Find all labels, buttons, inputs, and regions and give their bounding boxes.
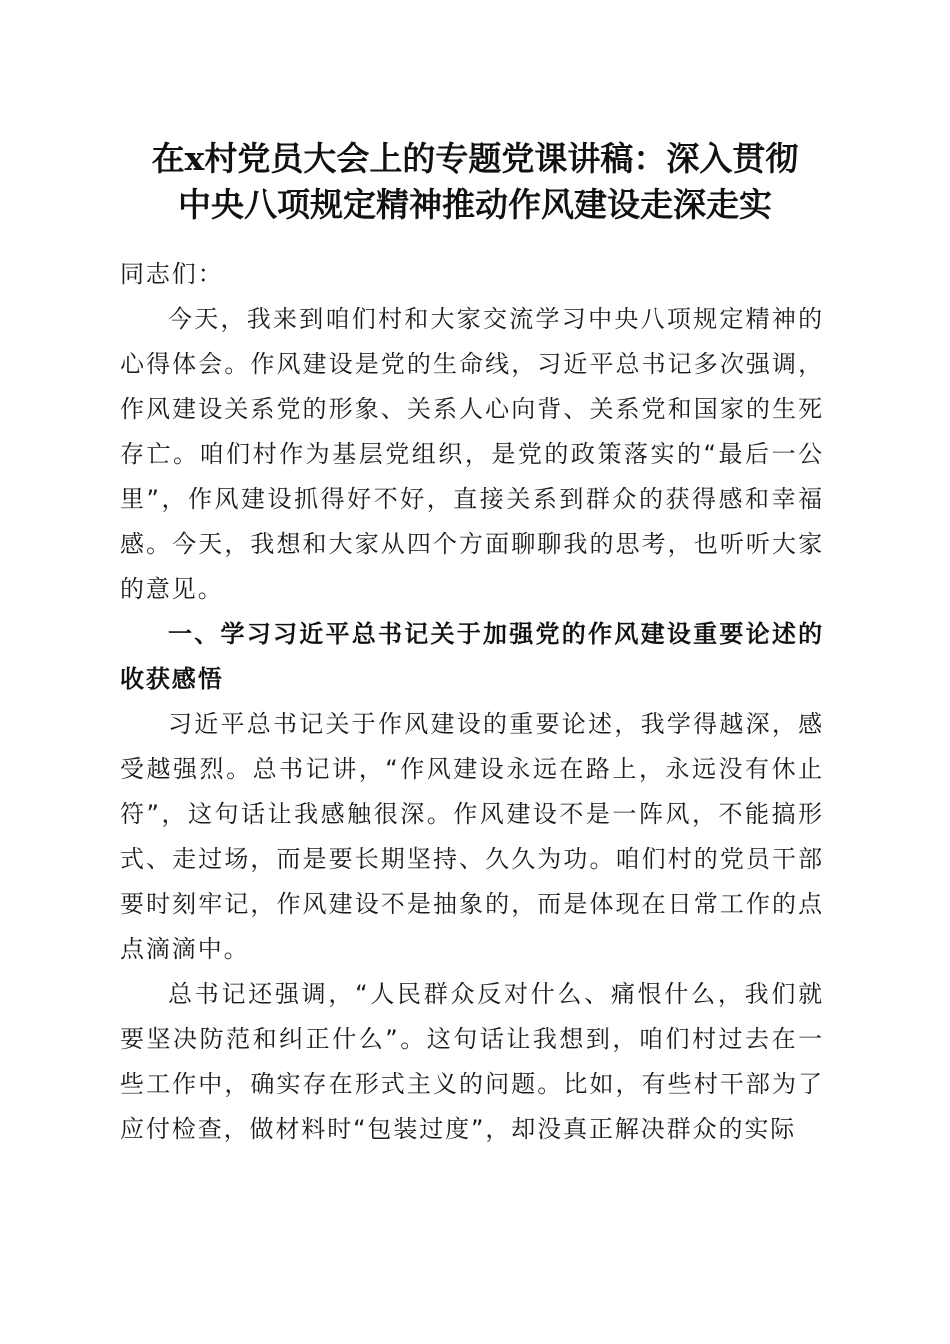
salutation: 同志们：	[120, 260, 224, 288]
paragraph-section1-a: 习近平总书记关于作风建设的重要论述，我学得越深，感受越强烈。总书记讲，“作风建设永远在路上，永远没有休止符”，这句话让我感触很深。作风建设不是一阵风，不能搞形式、走过场，而是要长期坚持、久久为功。咱们村的党员干部要时刻牢记，作风建设不是抽象的，而是体现在日常工作的点点滴滴中。	[120, 710, 824, 963]
paragraph-intro: 今天，我来到咱们村和大家交流学习中央八项规定精神的心得体会。作风建设是党的生命线，习近平总书记多次强调，作风建设关系党的形象、关系人心向背、关系党和国家的生死存亡。咱们村作为基层党组织，是党的政策落实的“最后一公里”，作风建设抓得好不好，直接关系到群众的获得感和幸福感。今天，我想和大家从四个方面聊聊我的思考，也听听大家的意见。	[120, 305, 824, 603]
section-heading-1: 一、学习习近平总书记关于加强党的作风建设重要论述的收获感悟	[120, 620, 824, 693]
document-body	[120, 252, 824, 1152]
paragraph-section1-b: 总书记还强调，“人民群众反对什么、痛恨什么，我们就要坚决防范和纠正什么”。这句话让我想到，咱们村过去在一些工作中，确实存在形式主义的问题。比如，有些村干部为了应付检查，做材料时“包装过度”，却没真正解决群众的实际	[120, 980, 824, 1143]
title-line-1: 在x村党员大会上的专题党课讲稿：深入贯彻	[151, 139, 799, 178]
title-line-2: 中央八项规定精神推动作风建设走深走实	[178, 185, 772, 224]
document-title	[90, 136, 860, 228]
